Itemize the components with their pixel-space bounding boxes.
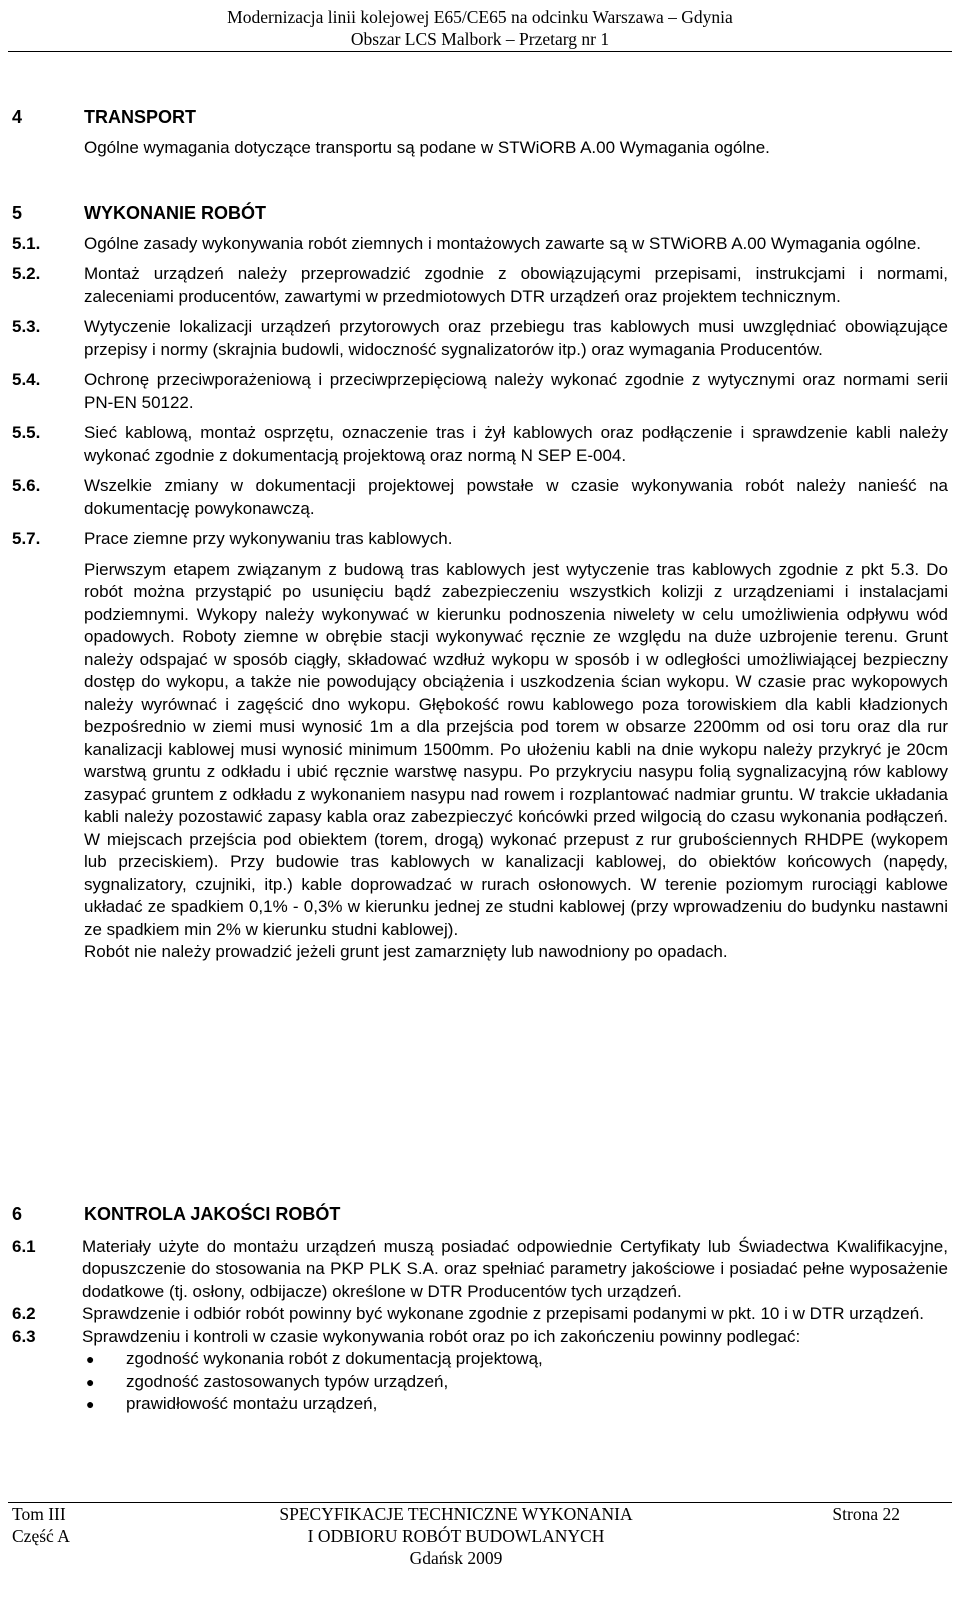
item-6-1 bbox=[12, 1236, 948, 1304]
item-5-6 bbox=[12, 475, 948, 520]
item-text: Sprawdzenie i odbiór robót powinny być wykonane zgodnie z przepisami podanymi w pkt. 10 i w DTR urządzeń. bbox=[82, 1304, 924, 1323]
item-5-5 bbox=[12, 422, 948, 467]
item-text: Sieć kablową, montaż osprzętu, oznaczenie tras i żył kablowych oraz podłączenie i sprawdzenie kabli należy wykonać zgodnie z dokumentacją projektową oraz normą N SEP E-004. bbox=[84, 423, 948, 465]
bullet-icon: ● bbox=[86, 1396, 95, 1412]
item-text: Sprawdzeniu i kontroli w czasie wykonywania robót oraz po ich zakończeniu powinny podlegać: bbox=[82, 1326, 801, 1346]
item-number: 5.7. bbox=[12, 529, 41, 548]
item-text: Ogólne zasady wykonywania robót ziemnych i montażowych zawarte są w STWiORB A.00 Wymagania ogólne. bbox=[84, 233, 922, 253]
section-text: Ogólne wymagania dotyczące transportu są podane w STWiORB A.00 Wymagania ogólne. bbox=[84, 137, 770, 157]
item-number: 6.1 bbox=[12, 1236, 36, 1256]
page-number: Strona 22 bbox=[832, 1504, 900, 1524]
section-title: KONTROLA JAKOŚCI ROBÓT bbox=[84, 1204, 341, 1224]
item-number: 6.2 bbox=[12, 1304, 36, 1323]
item-number: 5.6. bbox=[12, 476, 41, 495]
item-5-7 bbox=[12, 528, 948, 551]
item-number: 5.1. bbox=[12, 233, 41, 253]
item-text: Montaż urządzeń należy przeprowadzić zgodnie z obowiązującymi przepisami, instrukcjami i normami, zaleceniami producentów, zawartymi w przedmiotowych DTR urządzeń oraz projektem technicznym. bbox=[84, 264, 948, 306]
item-text: Ochronę przeciwporażeniową i przeciwprzepięciową należy wykonać zgodnie z wytycznymi oraz normami serii PN-EN 50122. bbox=[84, 370, 948, 412]
item-text: Materiały użyte do montażu urządzeń muszą posiadać odpowiednie Certyfikaty lub Świadectwa Kwalifikacyjne, dopuszczenie do stosowania na PKP PLK S.A. oraz spełniać parametry jakościowe i posiadać pełne wyposażenie dodatkowe (tj. osłony, odbijacze) określone w DTR Producentów tych urządzeń. bbox=[82, 1236, 948, 1301]
page-header bbox=[0, 6, 960, 50]
section-number: 5 bbox=[12, 203, 23, 223]
item-text: Wytyczenie lokalizacji urządzeń przytorowych oraz przebiegu tras kablowych musi uwzględniać obowiązujące przepisy i normy (skrajnia budowli, widoczność sygnalizatorów itp.) oraz wymagania Producentów. bbox=[84, 317, 948, 359]
item-5-1 bbox=[12, 233, 948, 256]
header-line-1: Modernizacja linii kolejowej E65/CE65 na odcinku Warszawa – Gdynia bbox=[227, 7, 733, 27]
list-item-text: zgodność wykonania robót z dokumentacją projektową, bbox=[126, 1349, 543, 1368]
list-item bbox=[82, 1348, 948, 1371]
item-number: 5.5. bbox=[12, 423, 41, 442]
item-5-3 bbox=[12, 316, 948, 361]
item-number: 5.2. bbox=[12, 264, 41, 283]
section-number: 4 bbox=[12, 107, 23, 127]
item-6-3 bbox=[12, 1326, 948, 1349]
item-6-2 bbox=[12, 1303, 948, 1326]
item-number: 5.3. bbox=[12, 317, 41, 336]
section-6 bbox=[12, 1203, 948, 1416]
section-5 bbox=[12, 202, 948, 964]
section-title: TRANSPORT bbox=[84, 107, 196, 127]
item-number: 5.4. bbox=[12, 370, 41, 389]
bullet-icon: ● bbox=[86, 1351, 95, 1367]
footer-title bbox=[12, 1503, 900, 1569]
list-item bbox=[82, 1393, 948, 1416]
paragraph-5-7: Pierwszym etapem związanym z budową tras kablowych jest wytyczenie tras kablowych zgodnie z pkt 5.3. Do robót można przystąpić po usunięciu bądź zabezpieczeniu wszystkich kolizji z urządzeniami i instalacjami podziemnymi. Wykopy należy wykonywać w kierunku podnoszenia niwelety w celu umożliwienia odpływu wód opadowych. Roboty ziemne w obrębie stacji wykonywać ręcznie ze względu na duże uzbrojenie terenu. Grunt należy odspajać w sposób ciągły, składować wzdłuż wykopu w sposób i w odległości umożliwiającej bezpieczny dostęp do wykopu, a także nie powodujący obciążenia i uszkodzenia ścian wykopu. W czasie prac wykopowych należy wyrównać i zagęścić dno wykopu. Głębokość rowu kablowego poza torowiskiem dla kabli kładzionych bezpośrednio w ziemi musi wynosić 1m a dla przejścia pod torem w obsarze 2200mm od osi toru oraz dla rur kanalizacji kablowej musi wynosić minimum 1500mm. Po ułożeniu kabli na dnie wykopu należy przykryć je 20cm warstwą gruntu z odkładu i ubić ręcznie warstwę nasypu. Po przykryciu nasypu folią sygnalizacyjną rów kablowy zasypać gruntem z odkładu z wykonaniem nasypu nad rowem i rozplantować nadmiar gruntu. W trakcie układania kabli należy pozostawić zapasy kabla oraz zabezpieczyć końcówki przed wilgocią do czasu wykonania podłączeń. W miejscach przejścia pod obiektem (torem, drogą) wykonać przepust z rur grubościennych RHDPE (wykopem lub przeciskiem). Przy budowie tras kablowych w kanalizacji kablowej, do obiektów końcowych (napędy, sygnalizatory, czujniki, itp.) kable doprowadzać w rurach osłonowych. W terenie poziomym rurociągi kablowe układać ze spadkiem 0,1% - 0,3% w kierunku jednej ze studni kablowej (przy wprowadzeniu do budynku nastawni ze spadkiem min 2% w kierunku studni kablowej). bbox=[84, 559, 948, 939]
footer-title-line-1: SPECYFIKACJE TECHNICZNE WYKONANIA bbox=[279, 1504, 633, 1524]
item-5-2 bbox=[12, 263, 948, 308]
section-number: 6 bbox=[12, 1204, 23, 1224]
item-number: 6.3 bbox=[12, 1326, 36, 1346]
footer-volume-line-2: Część A bbox=[12, 1526, 70, 1546]
section-title: WYKONANIE ROBÓT bbox=[84, 203, 266, 223]
paragraph-5-7-note: Robót nie należy prowadzić jeżeli grunt jest zamarznięty lub nawodniony po opadach. bbox=[84, 942, 728, 961]
list-item bbox=[82, 1371, 948, 1394]
section-4 bbox=[12, 106, 948, 159]
footer-volume-line-1: Tom III bbox=[12, 1504, 66, 1524]
footer-title-line-2: I ODBIORU ROBÓT BUDOWLANYCH bbox=[307, 1526, 605, 1546]
footer-place-date: Gdańsk 2009 bbox=[409, 1548, 503, 1568]
list-item-text: prawidłowość montażu urządzeń, bbox=[126, 1394, 378, 1413]
item-5-4 bbox=[12, 369, 948, 414]
item-text: Prace ziemne przy wykonywaniu tras kablowych. bbox=[84, 529, 453, 548]
header-line-2: Obszar LCS Malbork – Przetarg nr 1 bbox=[350, 29, 610, 49]
list-item-text: zgodność zastosowanych typów urządzeń, bbox=[126, 1371, 449, 1391]
header-divider bbox=[8, 51, 952, 52]
item-text: Wszelkie zmiany w dokumentacji projektowej powstałe w czasie wykonywania robót należy nanieść na dokumentację powykonawczą. bbox=[84, 476, 948, 518]
bullet-icon: ● bbox=[86, 1373, 95, 1390]
